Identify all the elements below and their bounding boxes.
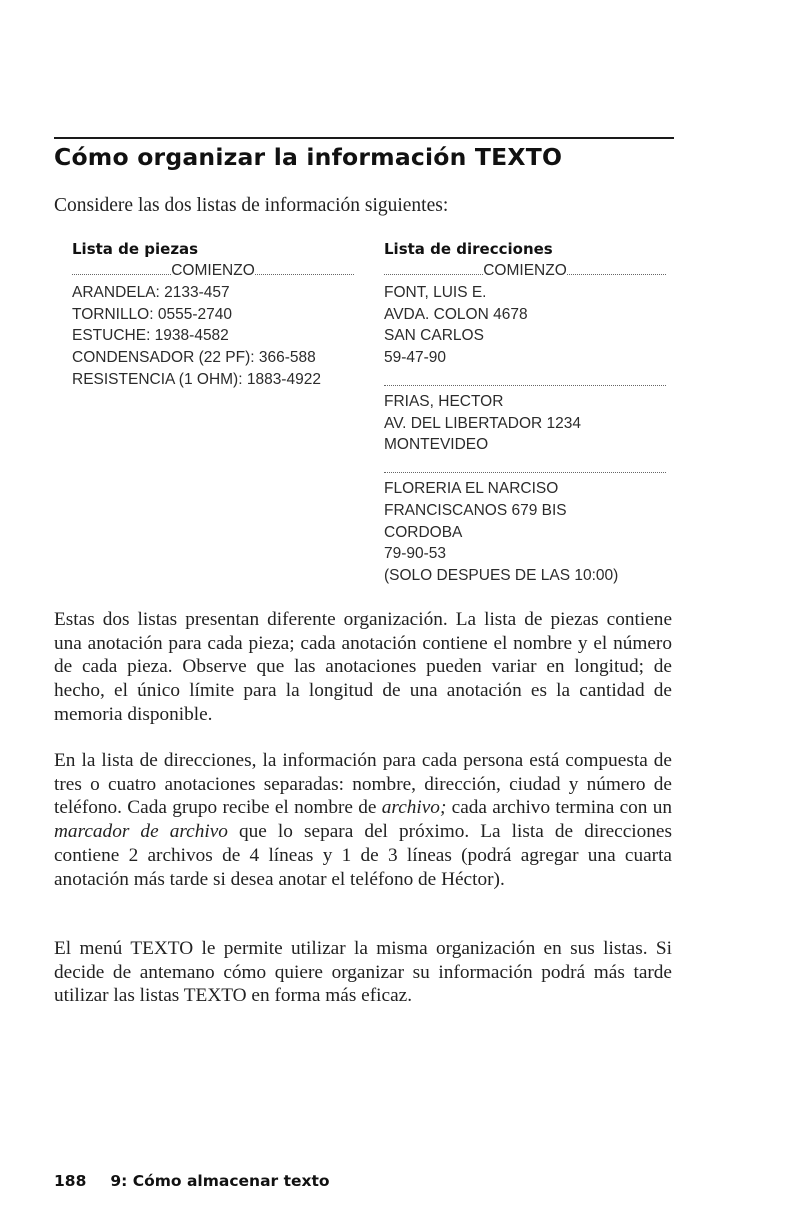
address-record <box>384 478 666 587</box>
list-item: CORDOBA <box>384 523 463 541</box>
parts-list-heading: Lista de piezas <box>72 240 199 258</box>
begin-marker-label: COMIENZO <box>483 262 567 279</box>
list-item: FONT, LUIS E. <box>384 283 487 301</box>
begin-marker-label: COMIENZO <box>171 262 255 279</box>
begin-marker <box>384 260 666 282</box>
list-item: 59-47-90 <box>384 349 447 367</box>
paragraph-text: En la lista de direcciones, la información para cada persona está compuesta de tres o cuatro anotaciones separadas: nombre, dirección, ciudad y número de teléfono. Cada grupo recibe el nombre de <box>54 750 672 819</box>
term-marcador-de-archivo: marcador de archivo <box>54 821 228 843</box>
parts-list <box>72 238 354 391</box>
term-archivo: archivo; <box>381 797 447 819</box>
list-item: FRIAS, HECTOR <box>384 392 504 410</box>
list-item: FLORERIA EL NARCISO <box>384 479 559 497</box>
list-item: AV. DEL LIBERTADOR 1234 <box>384 414 582 432</box>
address-record <box>384 391 666 456</box>
list-item: 79-90-53 <box>384 545 447 563</box>
intro-text: Considere las dos listas de información siguientes: <box>54 195 449 216</box>
page-footer <box>54 1172 330 1190</box>
list-item: RESISTENCIA (1 OHM): 1883-4922 <box>72 370 321 388</box>
paragraph-lists-comparison: Estas dos listas presentan diferente organización. La lista de piezas contiene una anotación para cada pieza; cada anotación contiene el nombre y el número de cada pieza. Observe que las anotaciones pueden variar en longitud; de hecho, el único límite para la longitud de una anotación es la cantidad de memoria disponible. <box>54 609 672 725</box>
list-item: (SOLO DESPUES DE LAS 10:00) <box>384 567 619 585</box>
chapter-title: 9: Cómo almacenar texto <box>110 1172 330 1190</box>
file-marker <box>384 456 666 478</box>
list-item: FRANCISCANOS 679 BIS <box>384 501 567 519</box>
paragraph-text: que lo separa del próximo. La lista de direcciones contiene 2 archivos de 4 líneas y 1 de 3 líneas (podrá agregar una cuarta anotación más tarde si desea anotar el teléfono de Héctor). <box>54 821 672 890</box>
section-rule <box>54 137 674 139</box>
list-item: MONTEVIDEO <box>384 436 489 454</box>
address-record <box>384 282 666 369</box>
list-item: SAN CARLOS <box>384 327 484 345</box>
begin-marker <box>72 260 354 282</box>
file-marker <box>384 369 666 391</box>
address-list <box>384 238 666 587</box>
section-title: Cómo organizar la información TEXTO <box>54 143 563 171</box>
address-list-heading: Lista de direcciones <box>384 240 553 258</box>
paragraph-text: cada archivo termina con un <box>446 797 672 819</box>
list-item: ESTUCHE: 1938-4582 <box>72 327 229 345</box>
paragraph-address-files <box>54 749 672 891</box>
paragraph-texto-menu: El menú TEXTO le permite utilizar la misma organización en sus listas. Si decide de antemano cómo quiere organizar su información podrá más tarde utilizar las listas TEXTO en forma más eficaz. <box>54 938 672 1007</box>
list-item: TORNILLO: 0555-2740 <box>72 305 232 323</box>
page-number: 188 <box>54 1172 87 1190</box>
list-item: AVDA. COLON 4678 <box>384 305 528 323</box>
list-item: ARANDELA: 2133-457 <box>72 283 230 301</box>
list-item: CONDENSADOR (22 PF): 366-588 <box>72 349 316 367</box>
